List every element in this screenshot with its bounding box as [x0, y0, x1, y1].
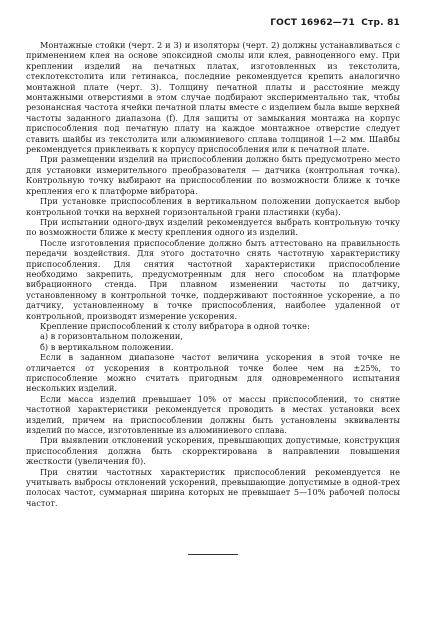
list-item-horizontal: а) в горизонтальном положении,: [40, 331, 183, 342]
document-body: [26, 40, 400, 508]
paragraph-attestation: После изготовления приспособление должно быть аттестовано на правильность передачи воздействия. Для этого достаточно снять частотную характеристику приспособления. Для снятия частотной характеристики приспособление необходимо закрепить, предусмотренным для него способом на платформе вибрационного стенда. При плавном изменении частоты по датчику, установленному в контрольной точке, поддерживают постоянное ускорение, а по датчику, установленному в точке приспособления, наиболее удаленной от контрольной, производят измерение ускорения.: [26, 237, 400, 321]
paragraph-deviation: При выявлении отклонений ускорения, превышающих допустимые, конструкция приспособления должна быть скорректирована в направлении повышения жесткости (увеличения f0).: [26, 435, 400, 467]
paragraph-control-point: При размещении изделий на приспособлении должно быть предусмотрено место для установки измерительного преобразователя — датчика (контрольная точка). Контрольную точку выбирают на приспособлении по возможности ближе к точке крепления его к платформе вибратора.: [26, 154, 400, 196]
list-item-vertical: б) в вертикальном положении.: [40, 341, 174, 352]
paragraph-mounting: Монтажные стойки (черт. 2 и 3) и изоляторы (черт. 2) должны устанавливаться с применением клея на основе эпоксидной смолы или клея, равноценного ему. При креплении изделий на печатных платах, изготовленных из текстолита, стеклотекстолита или гетинакса, последние рекомендуется крепить аналогично монтажной плате (черт. 3). Толщину печатной платы и расстояние между монтажными отверстиями в этом случае подбирают экспериментально так, чтобы резонансная частота ячейки печатной платы вместе с изделием была выше верхней частоты заданного диапазона (f). Для защиты от замыкания монтажа на корпус приспособления под печатную плату на каждое монтажное отверстие следует ставить шайбы из текстолита или алюминиевого сплава толщиной 1—2 мм. Шайбы рекомендуется приклеивать к корпусу приспособления или к печатной плате.: [26, 40, 400, 155]
paragraph-fastening: Крепление приспособлений к столу вибратора в одной точке:: [40, 320, 310, 331]
paragraph-vertical-position: При установке приспособления в вертикальном положении допускается выбор контрольной точки на верхней горизонтальной грани пластинки (куба).: [26, 196, 400, 217]
page-header: [26, 18, 400, 28]
paragraph-tolerance: Если в заданном диапазоне частот величина ускорения в этой точке не отличается от ускорения в контрольной точке более чем на ±25%, то приспособление можно считать пригодным для одновременного испытания нескольких изделий.: [26, 352, 400, 394]
page-number: Стр. 81: [361, 18, 400, 28]
paragraph-mass: Если масса изделий превышает 10% от массы приспособлений, то снятие частотной характеристики рекомендуется проводить в местах установки всех изделий, причем на приспособлении должны быть установлены эквиваленты изделий по массе, изготовленные из алюминиевого сплава.: [26, 393, 400, 436]
standard-number: ГОСТ 16962—71: [270, 18, 355, 28]
end-divider: [188, 554, 238, 555]
paragraph-frequency-bands: При снятии частотных характеристик приспособлений рекомендуется не учитывать выбросы отклонений ускорений, превышающие допустимые в одной-трех полосах частот, суммарная ширина которых не превышает 5—10% рабочей полосы частот.: [26, 466, 400, 508]
paragraph-few-items: При испытании одного-двух изделий рекомендуется выбрать контрольную точку по возможности ближе к месту крепления одного из изделий.: [26, 216, 400, 238]
